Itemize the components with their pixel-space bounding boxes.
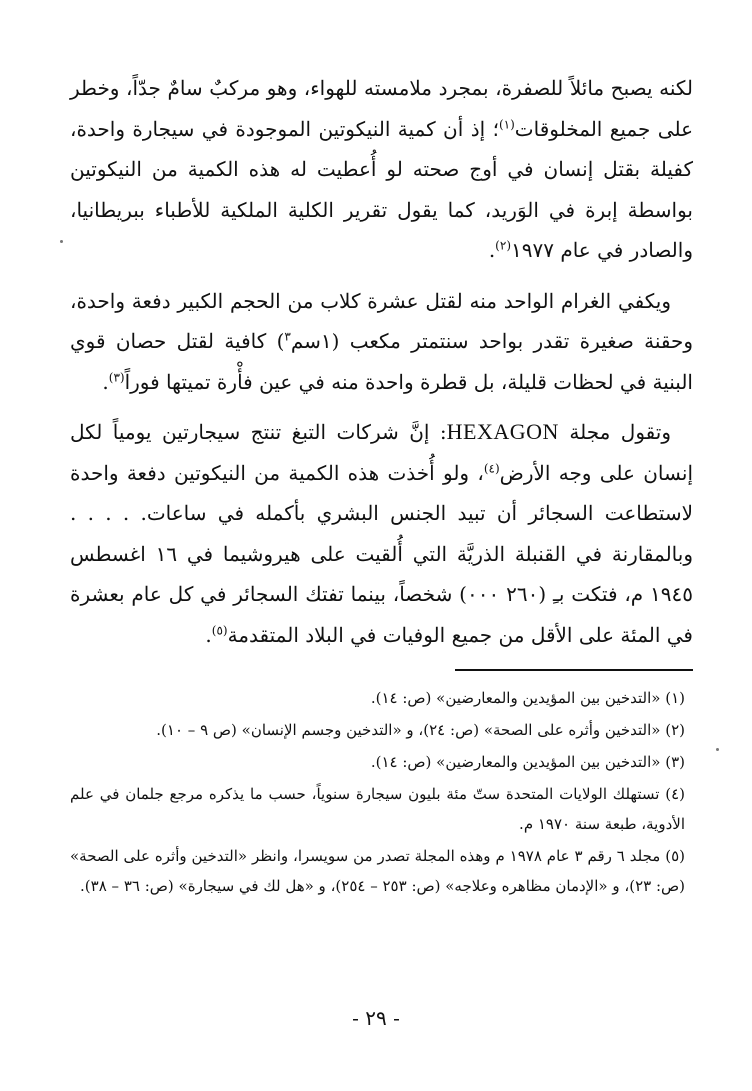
footnote-ref-3: (٣) (108, 369, 125, 384)
footnote-4: (٤) تستهلك الولايات المتحدة ستّ مئة بليون سيجارة سنوياً، حسب ما يذكره مرجع جلمان في علم الأدوية، طبعة سنة ١٩٧٠ م. (70, 785, 685, 833)
paragraph-3-end: . (205, 622, 212, 647)
footnote-2: (٢) «التدخين وأثره على الصحة» (ص: ٢٤)، و «التدخين وجسم الإنسان» (ص ٩ – ١٠). (156, 721, 685, 739)
footnote-ref-5: (٥) (211, 622, 228, 637)
footnotes (70, 683, 693, 901)
paragraph-nicotine-toxicity (70, 68, 693, 271)
paragraph-3-text-2: : إنَّ شركات التبغ تنتج سيجارتين يومياً لكل إنسان على وجه الأرض (70, 420, 693, 485)
paragraph-2-text-2: ) كافية لقتل حصان قوي البنية في لحظات قليلة، بل قطرة واحدة منه في عين فأْرة تميتها فوراً (70, 329, 693, 394)
paragraph-1-text-2: ؛ إذ أن كمية النيكوتين الموجودة في سيجارة واحدة، كفيلة بقتل إنسان في أوج صحته لو أُعطيت له هذه الكمية من النيكوتين بواسطة إبرة في الوَريد، كما يقول تقرير الكلية الملكية للأطباء ببريطانيا، والصادر في عام ١٩٧٧ (70, 116, 693, 262)
footnote-1: (١) «التدخين بين المؤيدين والمعارضين» (ص: ١٤). (370, 689, 685, 707)
paragraph-3-text-3: ، ولو أُخذت هذه الكمية من النيكوتين دفعة واحدة لاستطاعت السجائر أن تبيد الجنس البشري بأكمله في ساعات. . . . . وبالمقارنة في القنبلة الذريَّة التي أُلقيت على هيروشيما في ١٦ اغسطس ١٩٤٥ م، فتكت بـِ (٢٦٠ ٠٠٠) شخصاً، بينما تفتك السجائر في كل عام بعشرة في المئة على الأقل من جميع الوفيات في البلاد المتقدمة (70, 460, 694, 647)
paragraph-2-end: . (102, 369, 109, 394)
footnote-separator (455, 669, 693, 671)
footnote-5: (٥) مجلد ٦ رقم ٣ عام ١٩٧٨ م وهذه المجلة تصدر من سويسرا، وانظر «التدخين وأثره على الصحة» (ص: ٢٣)، و «الإدمان مظاهره وعلاجه» (ص: ٢٥٣ – ٢٥٤)، و «هل لك في سيجارة» (ص: ٣٦ – ٣٨). (70, 847, 686, 895)
footnote-ref-4: (٤) (483, 460, 500, 475)
paragraph-lethal-dose (70, 281, 693, 403)
page-body (70, 68, 693, 903)
footnote-3: (٣) «التدخين بين المؤيدين والمعارضين» (ص: ١٤). (370, 753, 685, 771)
footnote-ref-2: (٢) (495, 238, 511, 253)
paragraph-3-text: وتقول مجلة (569, 420, 672, 444)
scan-speck (60, 240, 63, 243)
cubic-superscript: ٣ (284, 329, 291, 344)
page-number: - ٢٩ - (352, 1006, 400, 1030)
magazine-name: HEXAGON (446, 419, 559, 444)
paragraph-hexagon-magazine (70, 412, 693, 655)
paragraph-2-text: ويكفي الغرام الواحد منه لقتل عشرة كلاب من الحجم الكبير دفعة واحدة، وحقنة صغيرة تقدر بواحد سنتمتر مكعب (١سم (70, 288, 694, 353)
scan-speck (716, 748, 719, 751)
paragraph-1-end: . (488, 238, 496, 262)
paragraph-1-text: لكنه يصبح مائلاً للصفرة، بمجرد ملامسته للهواء، وهو مركبٌ سامٌ جدّاً، وخطر على جميع المخلوقات (70, 76, 693, 141)
footnote-ref-1: (١) (498, 116, 515, 131)
